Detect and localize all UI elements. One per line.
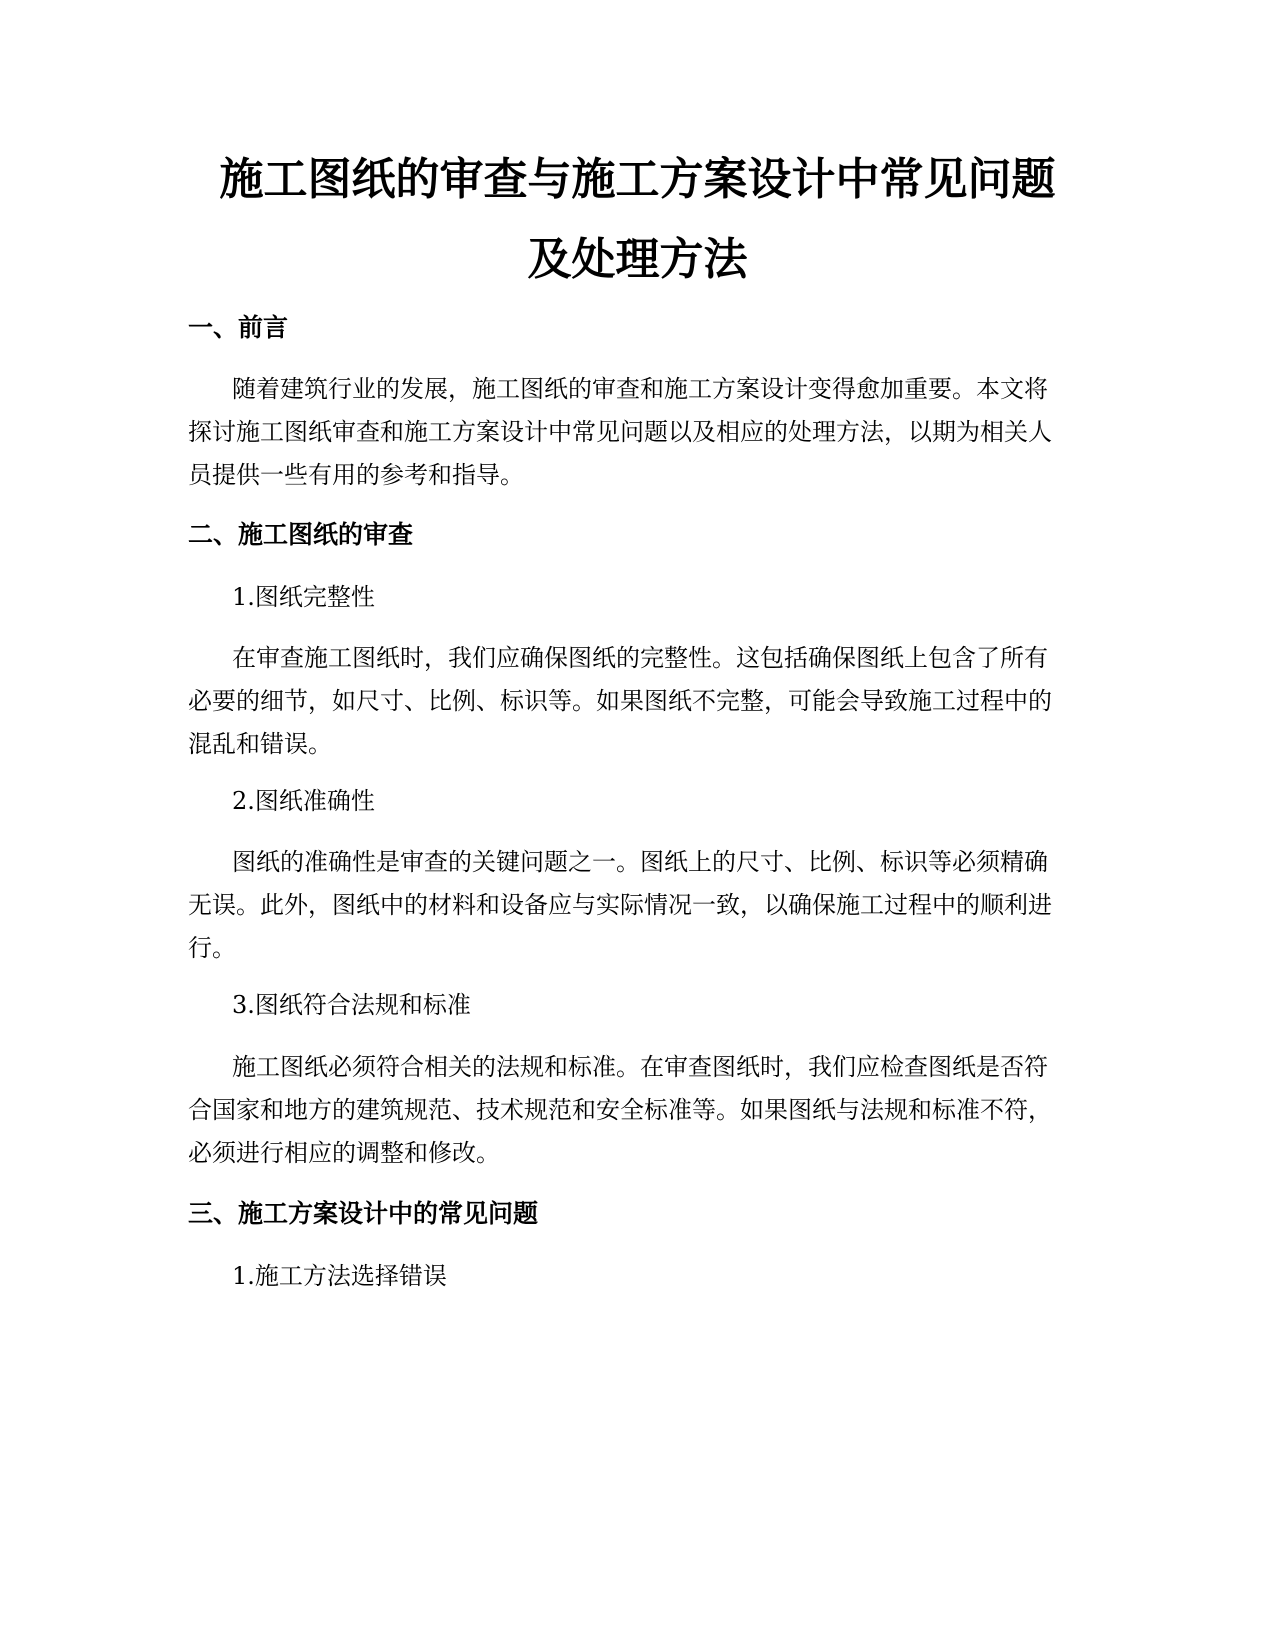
paragraph-line: 在审查施工图纸时，我们应确保图纸的完整性。这包括确保图纸上包含了所有	[232, 644, 1048, 672]
accuracy-paragraph	[188, 841, 1088, 970]
paragraph-line: 必须进行相应的调整和修改。	[188, 1139, 500, 1167]
compliance-paragraph	[188, 1046, 1088, 1175]
section-heading-drawing-review: 二、施工图纸的审查	[188, 520, 414, 549]
paragraph-line: 必要的细节，如尺寸、比例、标识等。如果图纸不完整，可能会导致施工过程中的	[188, 687, 1052, 715]
paragraph-line: 合国家和地方的建筑规范、技术规范和安全标准等。如果图纸与法规和标准不符，	[188, 1096, 1052, 1124]
subheading-accuracy: 2.图纸准确性	[232, 787, 375, 815]
paragraph-line: 无误。此外，图纸中的材料和设备应与实际情况一致，以确保施工过程中的顺利进	[188, 891, 1052, 919]
paragraph-line: 探讨施工图纸审查和施工方案设计中常见问题以及相应的处理方法，以期为相关人	[188, 418, 1052, 446]
subheading-completeness: 1.图纸完整性	[232, 583, 375, 611]
paragraph-line: 随着建筑行业的发展，施工图纸的审查和施工方案设计变得愈加重要。本文将	[232, 375, 1048, 403]
section-heading-common-issues: 三、施工方案设计中的常见问题	[188, 1199, 539, 1228]
preface-paragraph	[188, 368, 1088, 497]
title-line: 及处理方法	[527, 234, 748, 285]
section-heading-preface: 一、前言	[188, 313, 289, 342]
title-line: 施工图纸的审查与施工方案设计中常见问题	[219, 154, 1056, 205]
paragraph-line: 图纸的准确性是审查的关键问题之一。图纸上的尺寸、比例、标识等必须精确	[232, 848, 1048, 876]
paragraph-line: 混乱和错误。	[188, 730, 332, 758]
paragraph-line: 施工图纸必须符合相关的法规和标准。在审查图纸时，我们应检查图纸是否符	[232, 1053, 1048, 1081]
document-title	[180, 140, 1095, 300]
subheading-compliance: 3.图纸符合法规和标准	[232, 991, 471, 1019]
paragraph-line: 员提供一些有用的参考和指导。	[188, 461, 524, 489]
subheading-method-selection: 1.施工方法选择错误	[232, 1262, 447, 1290]
paragraph-line: 行。	[188, 934, 236, 962]
completeness-paragraph	[188, 637, 1088, 766]
